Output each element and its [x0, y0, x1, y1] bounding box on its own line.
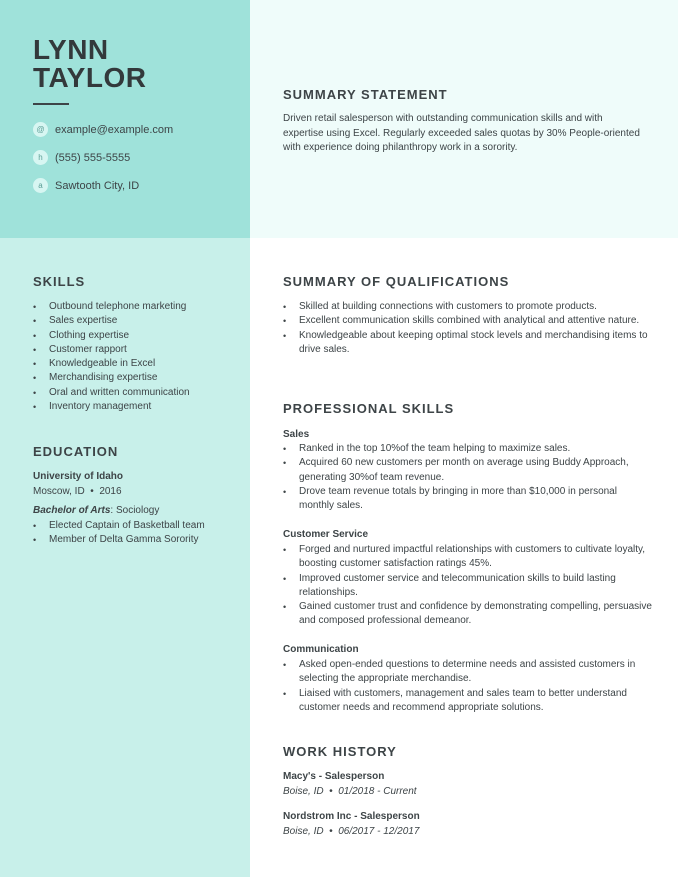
degree: [33, 505, 159, 516]
name-divider: [33, 103, 69, 105]
job-title: Nordstrom Inc - Salesperson: [283, 811, 420, 822]
list-item: • Acquired 60 new customers per month on average using Buddy Approach, generating 30%of team revenue.: [283, 456, 648, 485]
list-item: • Knowledgeable in Excel: [33, 357, 238, 371]
school-location: Moscow, ID: [33, 486, 85, 497]
skills-list: [33, 300, 238, 414]
separator: •: [87, 486, 97, 497]
skill-group-title: Customer Service: [283, 529, 369, 540]
degree-field: : Sociology: [110, 505, 160, 516]
list-item: • Gained customer trust and confidence by demonstrating compelling, persuasive and composed professional demeanor.: [283, 600, 653, 629]
job-meta: [283, 786, 417, 797]
work-history-heading: WORK HISTORY: [283, 744, 397, 759]
skill-group-title: Sales: [283, 429, 310, 440]
graduation-year: 2016: [99, 486, 122, 497]
list-item: • Member of Delta Gamma Sorority: [33, 533, 208, 547]
school-meta: [33, 486, 122, 497]
skills-heading: SKILLS: [33, 274, 86, 289]
list-item: • Clothing expertise: [33, 329, 238, 343]
contact-location: [33, 178, 139, 193]
list-item: • Merchandising expertise: [33, 371, 238, 385]
location-icon: a: [33, 178, 48, 193]
summary-text: Driven retail salesperson with outstanding communication skills and with expertise using Excel. Regularly exceeded sales quotas by 30% People-oriented with experience doing philanthropy work in a sorority.: [283, 113, 640, 153]
job-dates: 06/2017 - 12/2017: [338, 826, 420, 837]
degree-name: Bachelor of Arts: [33, 505, 111, 516]
list-item: • Excellent communication skills combined with analytical and attentive nature.: [283, 314, 648, 328]
list-item: • Liaised with customers, management and sales team to better understand customer needs and recommend appropriate solutions.: [283, 687, 653, 716]
job-location: Boise, ID: [283, 826, 324, 837]
education-heading: EDUCATION: [33, 444, 119, 459]
job-meta: [283, 826, 419, 837]
contact-phone: [33, 150, 130, 165]
list-item: • Drove team revenue totals by bringing in more than $10,000 in personal monthly sales.: [283, 485, 648, 514]
separator: •: [326, 826, 336, 837]
email-text: example@example.com: [55, 123, 174, 136]
last-name: TAYLOR: [33, 62, 147, 93]
summary-heading: SUMMARY STATEMENT: [283, 87, 448, 102]
skill-group-list: [283, 543, 653, 629]
phone-text: (555) 555-5555: [55, 151, 131, 164]
list-item: • Oral and written communication: [33, 386, 238, 400]
skill-group-list: [283, 442, 648, 513]
list-item: • Knowledgeable about keeping optimal stock levels and merchandising items to drive sales.: [283, 329, 648, 358]
contact-email: [33, 122, 173, 137]
list-item: • Customer rapport: [33, 343, 238, 357]
list-item: • Inventory management: [33, 400, 238, 414]
list-item: • Outbound telephone marketing: [33, 300, 238, 314]
list-item: • Elected Captain of Basketball team: [33, 519, 208, 533]
qualifications-heading: SUMMARY OF QUALIFICATIONS: [283, 274, 510, 289]
qualifications-list: [283, 300, 648, 357]
skill-group-title: Communication: [283, 644, 359, 655]
list-item: • Improved customer service and telecommunication skills to build lasting relationships.: [283, 572, 653, 601]
job-dates: 01/2018 - Current: [338, 786, 417, 797]
list-item: • Asked open-ended questions to determine needs and assisted customers in selecting the appropriate merchandise.: [283, 658, 653, 687]
phone-icon: h: [33, 150, 48, 165]
candidate-name: [33, 36, 146, 92]
location-text: Sawtooth City, ID: [55, 179, 140, 192]
job-location: Boise, ID: [283, 786, 324, 797]
professional-skills-heading: PROFESSIONAL SKILLS: [283, 401, 455, 416]
email-icon: @: [33, 122, 48, 137]
school-name: University of Idaho: [33, 471, 124, 482]
list-item: • Skilled at building connections with customers to promote products.: [283, 300, 648, 314]
first-name: LYNN: [33, 34, 109, 65]
list-item: • Sales expertise: [33, 314, 238, 328]
separator: •: [326, 786, 336, 797]
list-item: • Forged and nurtured impactful relationships with customers to cultivate loyalty, boosting customer satisfaction ratings 45%.: [283, 543, 653, 572]
education-list: [33, 519, 208, 548]
job-title: Macy's - Salesperson: [283, 771, 385, 782]
list-item: • Ranked in the top 10%of the team helping to maximize sales.: [283, 442, 648, 456]
skill-group-list: [283, 658, 653, 715]
